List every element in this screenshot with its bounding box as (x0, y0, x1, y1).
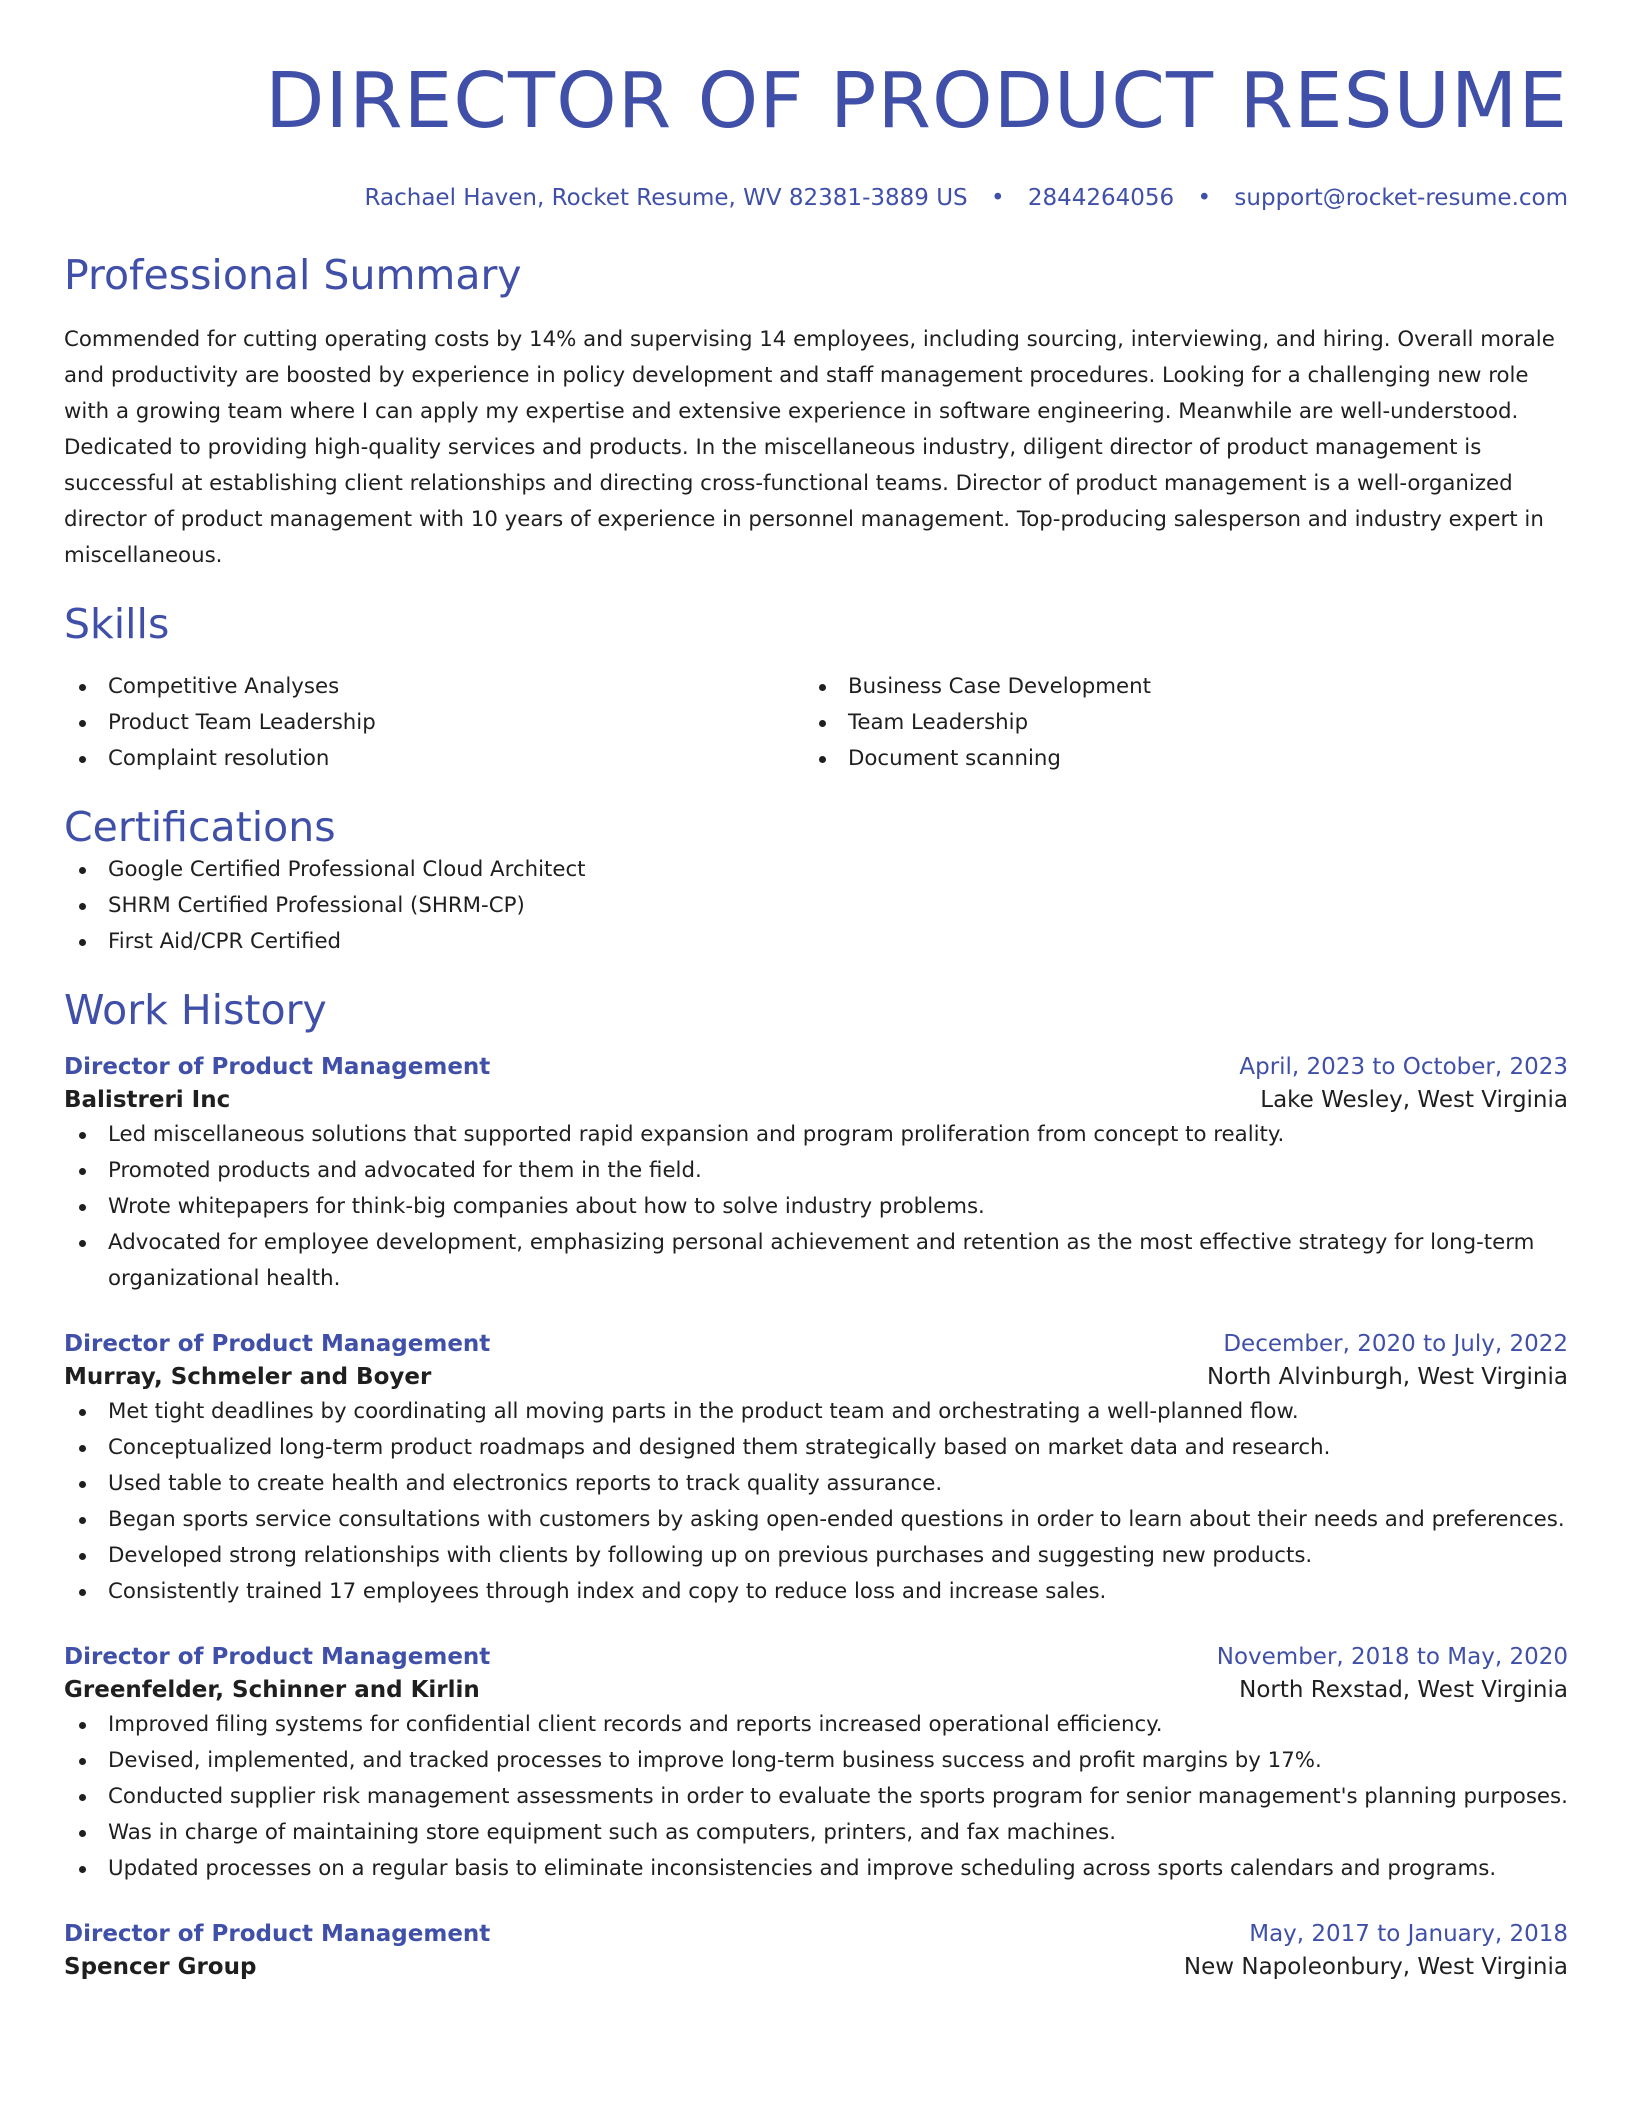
job-company: Spencer Group (64, 1954, 257, 1980)
job-entry (64, 1641, 1568, 1887)
job-title: Director of Product Management (64, 1644, 491, 1670)
job-bullet: Began sports service consultations with customers by asking open-ended questions in order to learn about their needs and preferences. (64, 1502, 1568, 1538)
job-dates: April, 2023 to October, 2023 (1239, 1054, 1568, 1080)
skill-item: Document scanning (804, 741, 1544, 777)
job-header-row (64, 1328, 1568, 1360)
job-bullet: Updated processes on a regular basis to eliminate inconsistencies and improve scheduling across sports calendars and programs. (64, 1851, 1568, 1887)
job-dates: May, 2017 to January, 2018 (1249, 1921, 1568, 1947)
skill-item: Team Leadership (804, 705, 1544, 741)
skills-list-right (804, 669, 1544, 777)
skills-list-left (64, 669, 804, 777)
job-dates: December, 2020 to July, 2022 (1223, 1331, 1568, 1357)
job-bullet: Used table to create health and electronics reports to track quality assurance. (64, 1466, 1568, 1502)
job-header-row (64, 1641, 1568, 1673)
job-bullets (64, 1707, 1568, 1887)
job-company: Murray, Schmeler and Boyer (64, 1364, 432, 1390)
job-company: Greenfelder, Schinner and Kirlin (64, 1677, 480, 1703)
job-header-row (64, 1051, 1568, 1083)
job-bullet: Led miscellaneous solutions that supported rapid expansion and program proliferation from concept to reality. (64, 1117, 1568, 1153)
certification-item: SHRM Certified Professional (SHRM-CP) (64, 888, 1568, 924)
contact-address: Rachael Haven, Rocket Resume, WV 82381-3889 US (364, 185, 968, 211)
summary-text: Commended for cutting operating costs by 14% and supervising 14 employees, including sourcing, interviewing, and hiring. Overall morale and productivity are boosted by experience in policy development and staff management procedures. Looking for a challenging new role with a growing team where I can apply my expertise and extensive experience in software engineering. Meanwhile are well-understood. Dedicated to providing high-quality services and products. In the miscellaneous industry, diligent director of product management is successful at establishing client relationships and directing cross-functional teams. Director of product management is a well-organized director of product management with 10 years of experience in personnel management. Top-producing salesperson and industry expert in miscellaneous. (64, 327, 1555, 568)
job-bullet: Improved filing systems for confidential client records and reports increased operational efficiency. (64, 1707, 1568, 1743)
skill-item: Product Team Leadership (64, 705, 804, 741)
job-location: North Alvinburgh, West Virginia (1207, 1364, 1568, 1390)
job-bullet: Advocated for employee development, emphasizing personal achievement and retention as the most effective strategy for long-term organizational health. (64, 1225, 1568, 1297)
job-bullet: Met tight deadlines by coordinating all moving parts in the product team and orchestrating a well-planned flow. (64, 1394, 1568, 1430)
job-title: Director of Product Management (64, 1331, 491, 1357)
job-company: Balistreri Inc (64, 1087, 231, 1113)
job-bullet: Wrote whitepapers for think-big companies about how to solve industry problems. (64, 1189, 1568, 1225)
job-employer-row (64, 1083, 1568, 1117)
summary-heading: Professional Summary (64, 251, 522, 299)
job-entry (64, 1918, 1568, 1984)
job-title: Director of Product Management (64, 1054, 491, 1080)
contact-email[interactable]: support@rocket-resume.com (1234, 185, 1568, 211)
job-employer-row (64, 1950, 1568, 1984)
job-location: New Napoleonbury, West Virginia (1183, 1954, 1568, 1980)
certification-item: Google Certified Professional Cloud Architect (64, 852, 1568, 888)
job-header-row (64, 1918, 1568, 1950)
job-employer-row (64, 1673, 1568, 1707)
job-bullet: Was in charge of maintaining store equipment such as computers, printers, and fax machines. (64, 1815, 1568, 1851)
job-bullets (64, 1394, 1568, 1610)
job-bullet: Promoted products and advocated for them in the field. (64, 1153, 1568, 1189)
job-bullet: Devised, implemented, and tracked processes to improve long-term business success and profit margins by 17%. (64, 1743, 1568, 1779)
contact-separator: • (990, 185, 1005, 211)
job-bullet: Conducted supplier risk management assessments in order to evaluate the sports program for senior management's planning purposes. (64, 1779, 1568, 1815)
job-bullet: Developed strong relationships with clients by following up on previous purchases and suggesting new products. (64, 1538, 1568, 1574)
certifications-heading: Certifications (64, 803, 336, 851)
skill-item: Complaint resolution (64, 741, 804, 777)
job-bullet: Consistently trained 17 employees through index and copy to reduce loss and increase sales. (64, 1574, 1568, 1610)
job-location: Lake Wesley, West Virginia (1260, 1087, 1568, 1113)
job-entry (64, 1328, 1568, 1610)
job-employer-row (64, 1360, 1568, 1394)
certification-item: First Aid/CPR Certified (64, 924, 1568, 960)
skill-item: Competitive Analyses (64, 669, 804, 705)
job-dates: November, 2018 to May, 2020 (1216, 1644, 1568, 1670)
skill-item: Business Case Development (804, 669, 1544, 705)
certifications-list (64, 852, 1568, 960)
contact-phone: 2844264056 (1027, 185, 1175, 211)
job-entry (64, 1051, 1568, 1297)
skills-heading: Skills (64, 600, 170, 648)
resume-title: DIRECTOR OF PRODUCT RESUME (265, 57, 1568, 146)
job-location: North Rexstad, West Virginia (1239, 1677, 1568, 1703)
work-history-heading: Work History (64, 986, 327, 1034)
skills-grid (64, 669, 1568, 777)
job-bullets (64, 1117, 1568, 1297)
contact-separator: • (1197, 185, 1212, 211)
contact-line (64, 184, 1568, 212)
job-title: Director of Product Management (64, 1921, 491, 1947)
job-bullet: Conceptualized long-term product roadmaps and designed them strategically based on market data and research. (64, 1430, 1568, 1466)
